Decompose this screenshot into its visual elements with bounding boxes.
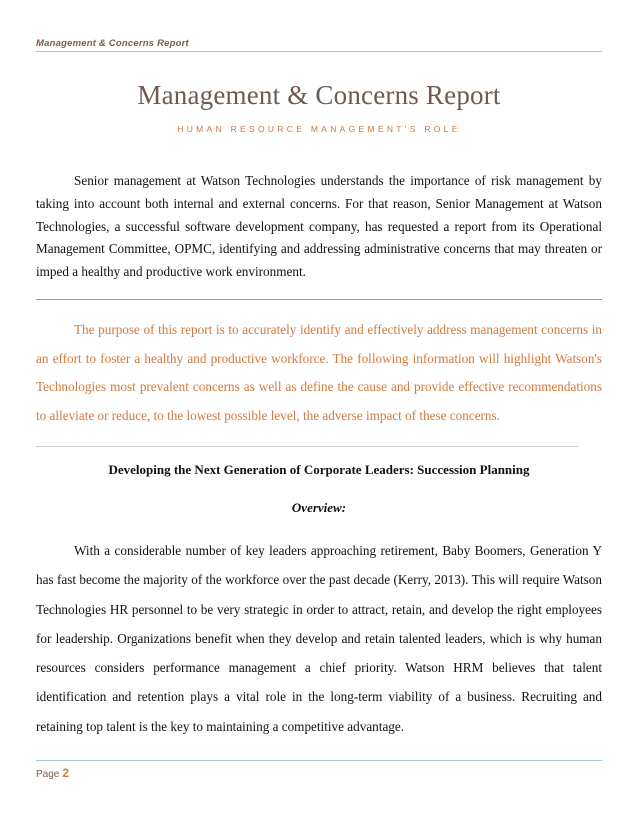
- intro-divider: [36, 299, 602, 300]
- running-header: Management & Concerns Report: [36, 38, 189, 49]
- purpose-paragraph: The purpose of this report is to accurately identify and effectively address management concerns in an effort to foster a healthy and productive workforce. The following information will highlight Watson's Technologies most prevalent concerns as well as define the cause and provide effective recommendations to alleviate or reduce, to the lowest possible level, the adverse impact of these concerns.: [36, 322, 602, 423]
- page-footer: [36, 766, 69, 780]
- overview-label: Overview:: [291, 500, 347, 515]
- footer-rule: [36, 760, 602, 761]
- overview-paragraph: With a considerable number of key leaders approaching retirement, Baby Boomers, Generation Y has fast become the majority of the workforce over the past decade (Kerry, 2013). This will require Watson Technologies HR personnel to be very strategic in order to attract, retain, and develop the right employees for leadership. Organizations benefit when they develop and retain talented leaders, which is why human resources considers performance management a chief priority. Watson HRM believes that talent identification and retention plays a vital role in the long-term viability of a business. Recruiting and retaining top talent is the key to maintaining a competitive advantage.: [36, 543, 602, 734]
- document-title: Management & Concerns Report: [137, 80, 501, 110]
- section-heading: Developing the Next Generation of Corporate Leaders: Succession Planning: [108, 462, 530, 477]
- page-label: Page: [36, 769, 60, 780]
- intro-paragraph: Senior management at Watson Technologies understands the importance of risk management by taking into account both internal and external concerns. For that reason, Senior Management at Watson Technologies, a successful software development company, has requested a report from its Operational Management Committee, OPMC, identifying and addressing administrative concerns that may threaten or imped a healthy and productive work environment.: [36, 173, 602, 280]
- purpose-divider: [36, 446, 578, 447]
- document-subtitle: HUMAN RESOURCE MANAGEMENT'S ROLE: [177, 124, 461, 134]
- header-rule: [36, 51, 602, 52]
- page-number: 2: [62, 766, 70, 780]
